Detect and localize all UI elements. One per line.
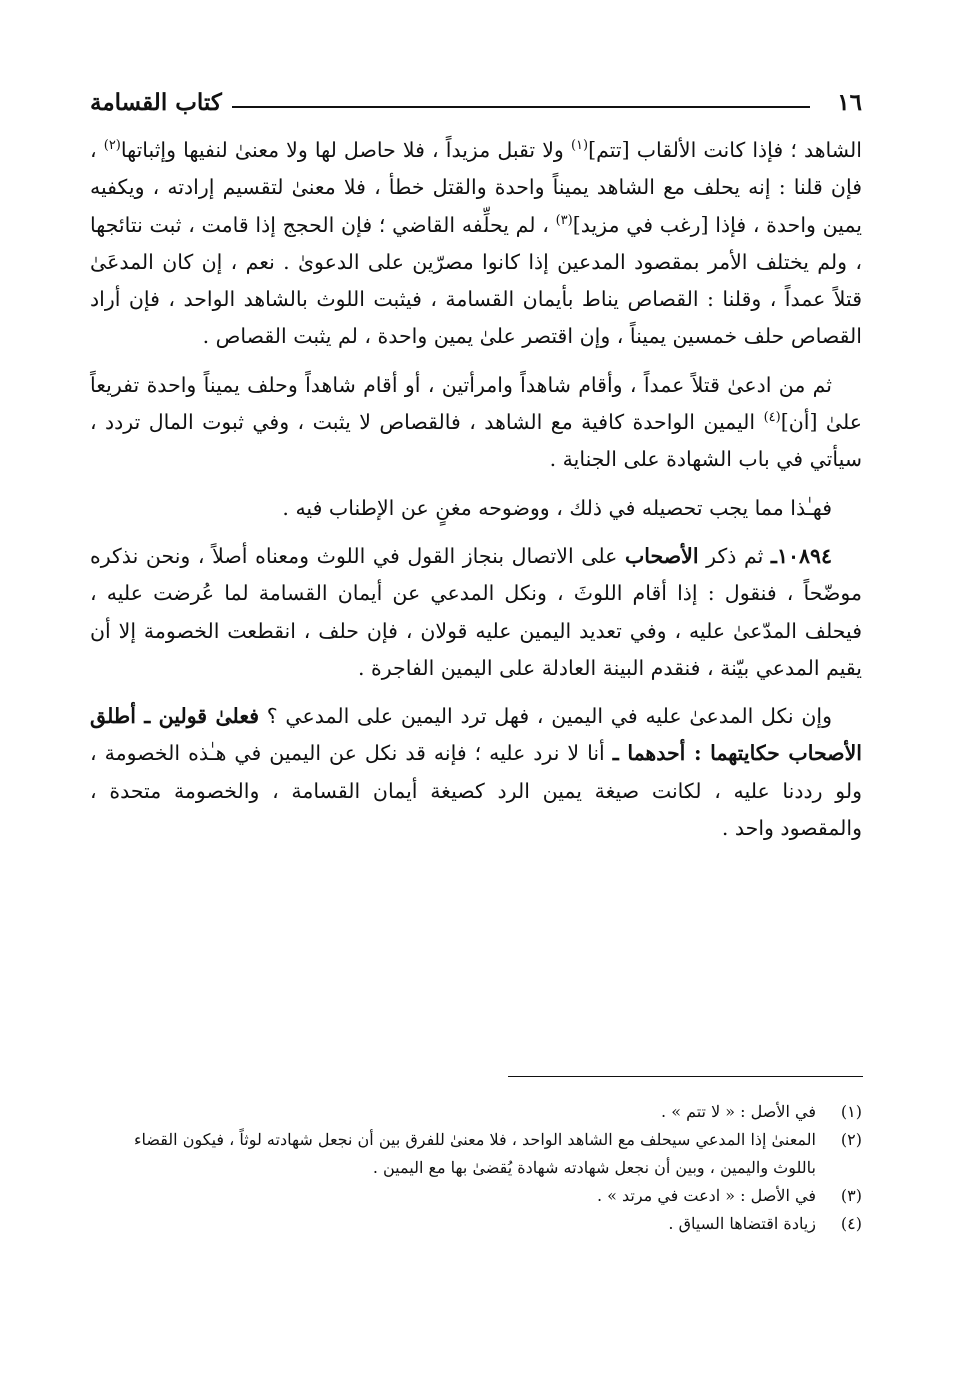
footnote-reference-2[interactable]: (٢) [103,138,121,154]
footnote-3 [90,1182,862,1210]
paragraph-2 [90,367,862,479]
footnote-2 [90,1126,862,1182]
paragraph-5-text-b: أنا لا نرد عليه ؛ فإنه قد نكل عن اليمين في هـٰذه الخصومة ، ولو رددنا عليه ، لكانت صيغة يمين الرد كصيغة أيمان القسامة ، والخصومة متحدة ، والمقصود واحد . [90,741,862,841]
footnote-text: في الأصل : « ادعت في مرتد » . [596,1186,816,1205]
header-rule [232,106,810,108]
paragraph-4 [90,538,862,687]
paragraph-5 [90,698,862,847]
footnote-number: (٢) [840,1130,862,1149]
footnote-1 [90,1098,862,1126]
paragraph-1-text-d: ، لم يحلِّفه القاضي ؛ فإن الحجج إذا قامت ، ثبت نتائجها ، ولم يختلف الأمر بمقصود المدعين إذا كانوا مصرّين على الدعوىٰ . نعم ، إن كان المدعَىٰ قتلاً عمداً ، وقلنا : القصاص يناط بأيمان القسامة ، فيثبت اللوث بالشاهد الواحد ، فإن أراد القصاص حلف خمسين يميناً ، وإن اقتصر علىٰ يمين واحدة ، لم يثبت القصاص . [90,212,862,349]
section-number: ١٠٨٩٤ـ [770,543,832,568]
paragraph-1-text-a: الشاهد ؛ فإذا كانت الألقاب [تتم] [588,138,862,162]
footnote-number: (٣) [840,1186,862,1205]
paragraph-1 [90,132,862,356]
footnote-number: (١) [840,1102,862,1121]
paragraph-4-text-b: على الاتصال بنجاز القول في اللوث ومعناه أصلاً ، ونحن نذكره موضّحاً ، فنقول : إذا أقام اللوثَ ، ونكل المدعي عن أيمان القسامة لما عُرضت عليه ، فيحلف المدّعىٰ عليه ، وفي تعديد اليمين عليه قولان ، فإن حلف ، انقطعت الخصومة إلا أن يقيم المدعي بيّنة ، فنقدم البينة العادلة على اليمين الفاجرة . [90,543,862,680]
paragraph-4-text-a: ثم ذكر [698,543,771,568]
paragraph-5-text-a: وإن نكل المدعىٰ عليه في اليمين ، فهل ترد اليمين على المدعي ؟ [259,704,832,729]
footnote-reference-1[interactable]: (١) [570,138,589,154]
page-header [90,86,862,118]
footnote-4 [90,1210,862,1238]
page-number: ١٦ [837,88,862,116]
paragraph-2-text-a: ثم من ادعىٰ قتلاً عمداً ، وأقام شاهداً وامرأتين ، أو أقام شاهداً وحلف يميناً واحدة تفريعاً علىٰ [أن] [90,372,862,435]
footnote-number: (٤) [840,1214,862,1233]
footnote-reference-3[interactable]: (٣) [555,212,573,228]
paragraph-2-text-b: اليمين الواحدة كافية مع الشاهد ، فالقصاص لا يثبت ، وفي ثبوت المال تردد ، سيأتي في باب الشهادة على الجناية . [90,410,862,472]
running-title: كتاب القسامة [90,88,222,116]
footnotes [90,1098,862,1238]
body-text [90,132,862,847]
paragraph-4-bold-term: الأصحاب [624,543,699,568]
footnote-separator [508,1076,863,1077]
footnote-reference-4[interactable]: (٤) [763,410,781,426]
paragraph-5-bold-phrase: فعلىٰ قولين ـ أطلق الأصحاب حكايتهما : أحدهما ـ [90,704,862,766]
paragraph-1-text-b: ولا تقبل مزيداً ، فلا حاصل لها ولا معنىٰ لنفيها وإثباتها [120,138,571,162]
paragraph-1-text-c: ، فإن قلنا : إنه يحلف مع الشاهد يميناً واحدة والقتل خطأ ، فلا معنىٰ لتقسيم إرادته ، ويكفيه يمين واحدة ، فإذا [رغب في مزيد] [90,138,863,237]
footnote-text: زيادة اقتضاها السياق . [668,1214,816,1233]
paragraph-3: فهـٰذا مما يجب تحصيله في ذلك ، ووضوحه مغنٍ عن الإطناب فيه . [282,495,832,520]
footnote-text: في الأصل : « لا تتم » . [661,1102,816,1121]
footnote-text: المعنىٰ إذا المدعي سيحلف مع الشاهد الواحد ، فلا معنىٰ للفرق بين أن نجعل شهادته لوثاً ، فيكون القضاء باللوث واليمين ، وبين أن نجعل شهادته شهادة يُقضىٰ بها مع اليمين . [133,1130,816,1177]
